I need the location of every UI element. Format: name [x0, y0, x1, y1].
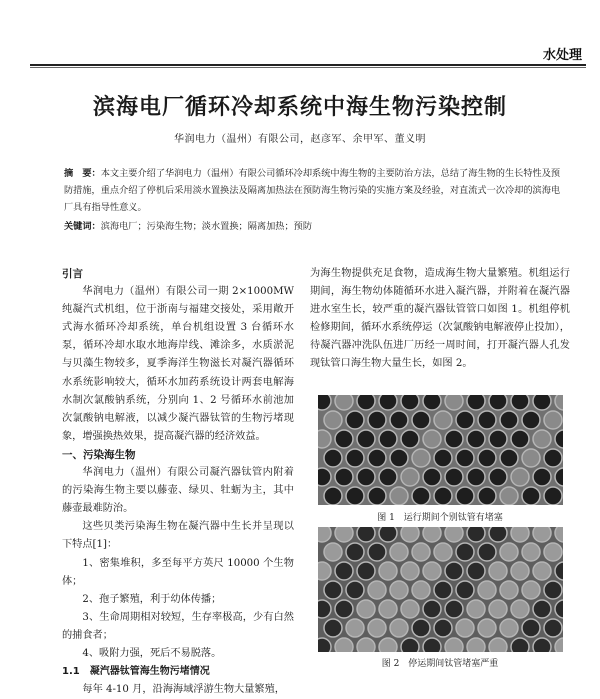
tube-opening: [478, 449, 496, 467]
left-column: [62, 265, 294, 699]
tube-opening: [318, 430, 331, 448]
tube-opening: [324, 619, 342, 637]
tube-opening: [445, 638, 463, 652]
tube-opening: [522, 543, 540, 561]
tube-opening: [544, 619, 562, 637]
tube-opening: [511, 562, 529, 580]
tube-opening: [357, 468, 375, 486]
abstract-label: 摘 要：: [64, 168, 101, 179]
tube-opening: [456, 619, 474, 637]
tube-opening: [434, 449, 452, 467]
tube-opening: [544, 581, 562, 599]
tube-opening: [434, 619, 452, 637]
tube-opening: [489, 395, 507, 410]
tube-opening: [412, 619, 430, 637]
tube-opening: [522, 411, 540, 429]
tube-opening: [368, 619, 386, 637]
tube-opening: [423, 562, 441, 580]
tube-opening: [456, 487, 474, 505]
tube-opening: [318, 468, 331, 486]
section1-paragraph-1: 华润电力（温州）有限公司凝汽器钛管内附着的污染海生物主要以藤壶、绿贝、牡蛎为主，其中藤壶最难防治。: [62, 467, 294, 515]
tube-opening: [412, 449, 430, 467]
article-title: 滨海电厂循环冷却系统中海生物污染控制: [92, 95, 507, 120]
tube-opening: [324, 543, 342, 561]
tube-opening: [445, 468, 463, 486]
tube-opening: [335, 638, 353, 652]
right-paragraph: 为海生物提供充足食物，造成海生物大量繁殖。机组运行期间，海生物幼体随循环水进入凝汽器，并附着在凝汽器进水室生长，较严重的凝汽器钛管管口如图 1。机组停机检修期间，循环水系统停运（次氯酸钠电解液停止投加），待凝汽器冲洗队伍进厂历经一周时间，打开凝汽器人孔发现钛管口海生物大量生长，如图 2。: [310, 268, 570, 370]
tube-opening: [401, 600, 419, 618]
tube-opening: [434, 411, 452, 429]
tube-opening: [368, 543, 386, 561]
tube-opening: [357, 562, 375, 580]
tube-opening: [318, 600, 331, 618]
figure-2-tubes: [318, 527, 563, 652]
tube-opening: [445, 430, 463, 448]
keywords-text: 滨海电厂；污染海生物；淡水置换；隔离加热；预防: [100, 221, 313, 232]
tube-opening: [478, 543, 496, 561]
tube-opening: [324, 581, 342, 599]
tube-opening: [467, 468, 485, 486]
tube-opening: [368, 449, 386, 467]
tube-opening: [423, 638, 441, 652]
tube-opening: [390, 619, 408, 637]
tube-opening: [401, 527, 419, 542]
tube-opening: [456, 581, 474, 599]
tube-opening: [544, 487, 562, 505]
tube-opening: [379, 527, 397, 542]
figure-2-caption: 图 2 停运期间钛管堵塞严重: [381, 659, 499, 669]
header-rule: [30, 64, 586, 66]
tube-opening: [500, 411, 518, 429]
tube-opening: [335, 527, 353, 542]
tube-opening: [423, 600, 441, 618]
tube-opening: [379, 430, 397, 448]
tube-opening: [368, 487, 386, 505]
tube-opening: [423, 527, 441, 542]
tube-opening: [456, 543, 474, 561]
tube-opening: [390, 581, 408, 599]
tube-opening: [445, 395, 463, 410]
tube-opening: [434, 581, 452, 599]
tube-opening: [500, 543, 518, 561]
tube-opening: [511, 527, 529, 542]
tube-opening: [318, 562, 331, 580]
tube-opening: [401, 395, 419, 410]
tube-opening: [445, 600, 463, 618]
figure-1-photo: [318, 395, 563, 505]
tube-opening: [346, 449, 364, 467]
list-item: 3、生命周期相对较短，生存率极高，少有白然的捕食者；: [62, 611, 294, 641]
tube-opening: [379, 468, 397, 486]
tube-opening: [412, 581, 430, 599]
figure-1-tubes: [318, 395, 563, 505]
tube-opening: [379, 395, 397, 410]
tube-opening: [324, 411, 342, 429]
tube-opening: [423, 468, 441, 486]
tube-opening: [423, 395, 441, 410]
tube-opening: [324, 487, 342, 505]
tube-opening: [478, 581, 496, 599]
tube-opening: [456, 449, 474, 467]
tube-opening: [478, 619, 496, 637]
tube-opening: [511, 600, 529, 618]
intro-paragraph: 华润电力（温州）有限公司一期 2×1000MW 纯凝汽式机组，位于浙南与福建交接处，采用敞开式海水循环冷却系统，单台机组设置 3 台循环水泵，循环冷却水取水地海岸线、滩涂多，水质淤泥与贝藻生物较多，夏季海洋生物滋长对凝汽器循环水系统影响较大，循环水加药系统设计两套电解海水制次氯酸钠系统，分别向 1、2 号循环水前池加次氯酸钠电解液，以减少凝汽器钛管的生物污堵现象，增强换热效果，提高凝汽器的经济效益。: [62, 286, 294, 442]
tube-opening: [335, 600, 353, 618]
tube-opening: [335, 395, 353, 410]
tube-opening: [390, 543, 408, 561]
tube-opening: [533, 468, 551, 486]
tube-opening: [489, 527, 507, 542]
tube-opening: [357, 527, 375, 542]
section11-paragraph-start: 每年 4-10 月，沿海海域浮游生物大量繁殖，: [82, 684, 285, 696]
tube-opening: [335, 430, 353, 448]
tube-opening: [467, 527, 485, 542]
tube-opening: [489, 562, 507, 580]
tube-opening: [522, 449, 540, 467]
tube-opening: [368, 411, 386, 429]
tube-opening: [500, 619, 518, 637]
tube-opening: [434, 487, 452, 505]
tube-opening: [456, 411, 474, 429]
tube-opening: [522, 619, 540, 637]
tube-opening: [489, 430, 507, 448]
tube-opening: [412, 411, 430, 429]
tube-opening: [500, 449, 518, 467]
tube-opening: [445, 527, 463, 542]
tube-opening: [522, 581, 540, 599]
abstract: [64, 165, 564, 216]
tube-opening: [544, 543, 562, 561]
tube-opening: [500, 487, 518, 505]
section-tag: 水处理: [542, 48, 582, 63]
section1-paragraph-2: 这些贝类污染海生物在凝汽器中生长并呈现以下特点[1]：: [62, 521, 294, 551]
tube-opening: [511, 395, 529, 410]
tube-opening: [478, 487, 496, 505]
tube-opening: [401, 562, 419, 580]
tube-opening: [544, 449, 562, 467]
tube-opening: [533, 638, 551, 652]
tube-opening: [401, 430, 419, 448]
tube-opening: [500, 581, 518, 599]
tube-opening: [522, 487, 540, 505]
tube-opening: [357, 395, 375, 410]
figure-2-photo: [318, 527, 563, 652]
tube-opening: [390, 411, 408, 429]
tube-opening: [357, 600, 375, 618]
tube-opening: [390, 449, 408, 467]
tube-opening: [379, 562, 397, 580]
tube-opening: [533, 395, 551, 410]
section11-heading: 1.1 凝汽器钛管海生物污堵情况: [62, 666, 210, 678]
tube-opening: [467, 638, 485, 652]
tube-opening: [401, 638, 419, 652]
tube-opening: [335, 468, 353, 486]
figure-1-caption: 图 1 运行期间个别钛管有堵塞: [377, 513, 503, 523]
tube-opening: [335, 562, 353, 580]
tube-opening: [467, 600, 485, 618]
tube-opening: [533, 527, 551, 542]
tube-opening: [412, 487, 430, 505]
list-item: 4、吸附力强，死后不易脱落。: [82, 647, 222, 659]
tube-opening: [489, 638, 507, 652]
list-item: 1、密集堆积，多至每平方英尺 10000 个生物体；: [62, 557, 294, 587]
tube-opening: [346, 619, 364, 637]
tube-opening: [346, 411, 364, 429]
keywords-label: 关键词：: [64, 221, 101, 232]
tube-opening: [357, 430, 375, 448]
tube-opening: [324, 449, 342, 467]
tube-opening: [434, 543, 452, 561]
tube-opening: [489, 600, 507, 618]
tube-opening: [533, 562, 551, 580]
tube-opening: [511, 430, 529, 448]
tube-opening: [533, 600, 551, 618]
tube-opening: [346, 487, 364, 505]
tube-opening: [368, 581, 386, 599]
tube-opening: [544, 411, 562, 429]
tube-opening: [533, 430, 551, 448]
tube-opening: [467, 395, 485, 410]
tube-opening: [379, 638, 397, 652]
section1-heading: 一、污染海生物: [62, 448, 136, 461]
tube-opening: [423, 430, 441, 448]
right-column: [310, 265, 570, 374]
tube-opening: [379, 600, 397, 618]
keywords: [64, 218, 564, 235]
tube-opening: [511, 638, 529, 652]
tube-opening: [467, 430, 485, 448]
tube-opening: [489, 468, 507, 486]
article-authors: 华润电力（温州）有限公司，赵彦军、余甲军、董义明: [174, 134, 426, 145]
intro-heading: 引言: [62, 268, 83, 280]
tube-opening: [346, 543, 364, 561]
abstract-text: 本文主要介绍了华润电力（温州）有限公司循环冷却系统中海生物的主要防治方法，总结了海生物的生长特性及预防措施，重点介绍了停机后采用淡水置换法及隔离加热法在预防海生物污染的实施方案及经验，对直流式一次冷却的滨海电厂具有指导性意义。: [64, 168, 561, 213]
tube-opening: [445, 562, 463, 580]
tube-opening: [511, 468, 529, 486]
list-item: 2、孢子繁殖，利于幼体传播；: [82, 593, 222, 605]
tube-opening: [412, 543, 430, 561]
tube-opening: [390, 487, 408, 505]
tube-opening: [346, 581, 364, 599]
tube-opening: [401, 468, 419, 486]
tube-opening: [478, 411, 496, 429]
tube-opening: [467, 562, 485, 580]
header-rule-thin: [30, 67, 586, 68]
tube-opening: [357, 638, 375, 652]
